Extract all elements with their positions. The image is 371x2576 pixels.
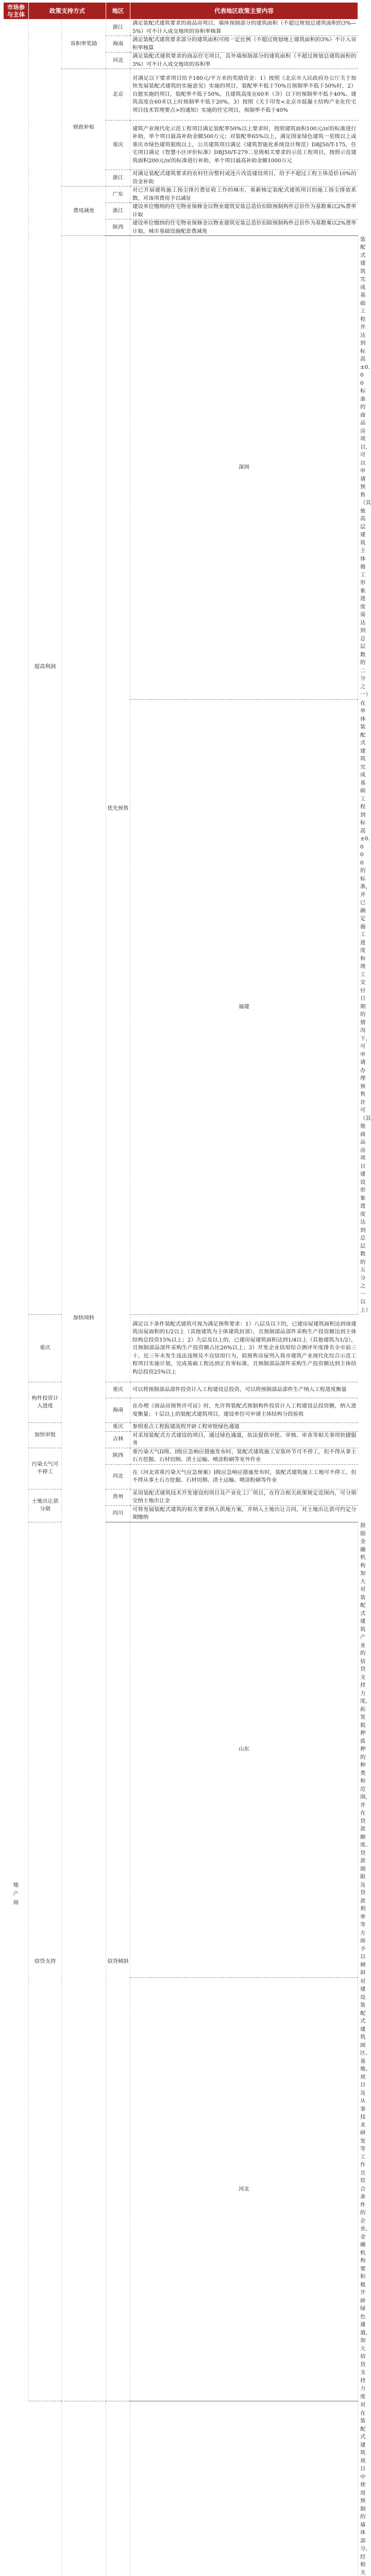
region-cell: 山东	[130, 1522, 358, 1977]
content-cell: 参照重点工程报建流程开辟工程审批绿色通道	[130, 1423, 358, 1432]
region-cell: 陕西	[106, 219, 130, 236]
method-investment: 构件投资计入进度	[29, 1382, 62, 1423]
content-cell: 建设单位缴纳的住宅物业保修金以物业建筑安装总造价扣除预制构件总价作为基数乘以2%费率计取	[130, 203, 358, 219]
method-tax	[106, 2401, 130, 2576]
region-cell: 浙江	[106, 203, 130, 219]
market-builder	[29, 2401, 62, 2576]
content-cell: 满足装配式建筑要求的商品房项目，墙体预制部分的建筑面积（不超过规划总建筑面积的3%—5%）可不计入成交地块的容积率核算	[130, 20, 358, 36]
table-row	[4, 1315, 358, 1382]
table-row: 加快周转 优先预售 深圳 装配式建筑完成基础工程并达到标高±0.00标准的商品房项目，可以申请预售（其他高层建筑主体施工形象进度需达到总层数的二分之一）	[4, 236, 358, 700]
table-row	[4, 1382, 358, 1398]
method-far: 容积率奖励	[62, 20, 106, 69]
region-cell: 重庆	[29, 1315, 62, 1382]
region-cell: 浙江	[106, 170, 130, 187]
region-cell: 广东	[106, 187, 130, 203]
region-cell: 河北	[106, 53, 130, 69]
method-land: 土地出让款分期	[29, 1489, 62, 1522]
table-row	[4, 1489, 358, 1505]
policy-table	[3, 2, 358, 2576]
region-cell: 河北	[106, 1464, 130, 1489]
method-pollution: 污染天气可不停工	[29, 1448, 62, 1489]
header-market: 市场参与主体	[4, 3, 29, 20]
method-approval: 加快审批	[29, 1423, 62, 1448]
content-cell: 可以将预制部品部件投资计入工程建设总投资，可以将预制部品部件生产纳入工程进度衡量	[130, 1382, 358, 1398]
support-turnover: 加快周转	[62, 236, 106, 2401]
content-cell: 采用装配式建筑技术开发建设的项目及产业化工厂项目，在符合相关政策规定范围内，可分期交纳土地出让金	[130, 1489, 358, 1505]
region-cell: 河北	[130, 1977, 358, 2401]
table-row: 信贷支持 信贷倾斜 山东 鼓励金融机构加大对装配式建筑产业的信贷支持力度，拓宽抵押质押的种类和范围，并在贷款额度、贷款期限及贷款利率等方面予以倾斜	[4, 1522, 358, 1977]
region-cell: 重庆	[106, 121, 130, 170]
method-fee: 费用减免	[62, 187, 106, 236]
table-row: 河北 对建设装配式建筑园区、基地、项目及从事技术研发等工作且符合条件的企业，金融机构要积极开辟绿色通道，加大信贷支持力度	[4, 1977, 358, 2401]
content-cell: 对采用装配式方式建设的项目，通过绿色通道，依法提供审批、审核、审查等相关事项快捷服务	[130, 1431, 358, 1448]
region-cell: 北京	[106, 69, 130, 121]
region-cell: 海南	[106, 36, 130, 53]
content-cell: 建筑产业现代化示范工程项目满足装配率50%以上要求时，按照建筑面积100元/㎡的标准进行补助，单个项目最高补助金额500万元；对装配率65%以上，满足国家绿色建筑一星级以上或重庆市绿色建筑银级以上，公共建筑项目满足《建筑智能化系统设计规范》DBJ50/T-175，住宅项目满足《智慧小区评价标准》DBJ50/T-279二星级相关要求的示范工程项目，按照示范建筑面积200元/㎡的标准进行补助，单个项目最高补助金额1000万元	[130, 121, 358, 170]
content-cell: 在《河北省重污染天气应急预案》I级应急响应措施发布时，装配式建筑施工工地可不停工，但不得从事土石方挖掘、石材切割、渣土运输、喷涂粉刷等作业	[130, 1464, 358, 1489]
support-short	[62, 2401, 106, 2576]
table-row	[4, 20, 358, 36]
content-cell: 建设单位缴纳的住宅物业保修金以物业建筑安装总造价扣除预制构件总价作为基数乘以2%费率计取，城市基础设施配套费减免	[130, 219, 358, 236]
method-subsidy: 财政补贴	[62, 69, 106, 187]
region-cell: 海南	[106, 1398, 130, 1423]
content-cell: 对满足以下要求项目给予180元/平方米的奖励资金：1）按照《北京市人民政府办公厅关于加快发展装配式建筑的实施意见》实施的项目，装配率不低于70%且预制率不低于50%时，2）自愿实施的项目，装配率不低于50%，且建筑高度在60米（含）以下时预制率不低于40%、建筑高度在60米以上时预制率不低于20%，3）按照《关于印发<北京市混凝土结构产业化住宅项目技术管理要点>的通知》实施的住宅项目，预制率不低于40%	[130, 69, 358, 121]
region-cell: 浙江	[106, 20, 130, 36]
support-credit: 信贷支持	[29, 1522, 62, 2401]
region-cell: 福建	[130, 699, 358, 1315]
content-cell: 满足以下条件装配式建筑可视为满足预售要求：1）八层及以下的，已建房屋建筑面积达到该建筑房屋面积的1/2以上（其他建筑为主体建筑封顶），且预制部品部件采购生产投资额达到主体结构总投资15%以上；2）九层及以上的，已建房屋建筑面积达到1/4以上（其他建筑为1/2），且预制部品部件采购生产投资额占比20%以上；3）开发企业信用综合测评年度排名全市前三十，近三年未发生违法违规及不良信用行为，拟预售房屋列入我市建筑产业现代化综合示范工程项目实施计划，完成基础工程达到正负零标准，且预制部品部件采购生产投资额达到主体结构总投资25%以上	[130, 1315, 358, 1382]
region-cell: 陕西	[106, 1448, 130, 1464]
content-cell: 满足装配式建筑要求部分的建筑面积可按一定比例（不超过规划地上建筑面积的3%）不计入容积率核算	[130, 36, 358, 53]
region-cell	[130, 2401, 358, 2576]
region-cell: 四川	[106, 1505, 130, 1522]
method-tilt: 信贷倾斜	[106, 1522, 130, 2401]
content-cell: 满足装配式建筑要求的商品住宅项目，其外墙预制部分的建筑面积（不超过规划总建筑面积的3%）可不计入成交地块的容积率	[130, 53, 358, 69]
table-row	[4, 1423, 358, 1432]
region-cell: 重庆	[106, 1423, 130, 1432]
table-row: 福建 在单体装配式建筑完成基础工程到标高±0.000的标准，并已确定施工进度和竣工交付日期的情况下，可申请办理预售许可（其他商品房项目建设形象进度达到总层数的五分之一以上）	[4, 699, 358, 1315]
table-row: 对在装配式建筑项目中使用预制的墙体部分，经相关	[4, 2401, 358, 2576]
support-profit: 提高利润	[29, 20, 62, 1315]
content-cell: 对已开展建筑施工扬尘排污费征收工作的城市，重新核定装配式建筑项目的施工扬尘排放系数，对该项费用予以减征	[130, 187, 358, 203]
method-presale: 优先预售	[106, 236, 130, 1382]
table-row	[4, 1448, 358, 1464]
header-support: 政策支持方式	[29, 3, 106, 20]
region-cell: 深圳	[130, 236, 358, 700]
market-developer: 地产商	[4, 20, 29, 2576]
region-cell: 重庆	[106, 1382, 130, 1398]
content-cell: 重污染天气II级、I级应急响应措施发布时，装配式建筑施工安装环节可不停工，但不得从事土石方挖掘、石材切割、渣土运输、喷涂粉刷等室外作业	[130, 1448, 358, 1464]
content-cell: 在办理《商品房预售许可证》时，允许将装配式预制构件投资计入工程建设总投资额，纳入进度衡量；十层以上的装配式建筑项目，建设单位可申请主体结构分段验收	[130, 1398, 358, 1423]
region-cell: 贵州	[106, 1489, 130, 1505]
header-region: 地区	[106, 3, 130, 20]
content-cell: 可将发展装配式建筑的相关要求纳入供地方案，并纳入土地出让合同，对土地出让款可约定分期缴纳	[130, 1505, 358, 1522]
policy-document	[3, 2, 358, 2576]
table-header-row	[4, 3, 358, 20]
header-content: 代表地区政策主要内容	[130, 3, 358, 20]
content-cell: 对满足装配式建筑要求的农村住房整村或连片改造建设项目，给予不超过工程主体造价10%的资金补助	[130, 170, 358, 187]
region-cell: 吉林	[106, 1431, 130, 1448]
